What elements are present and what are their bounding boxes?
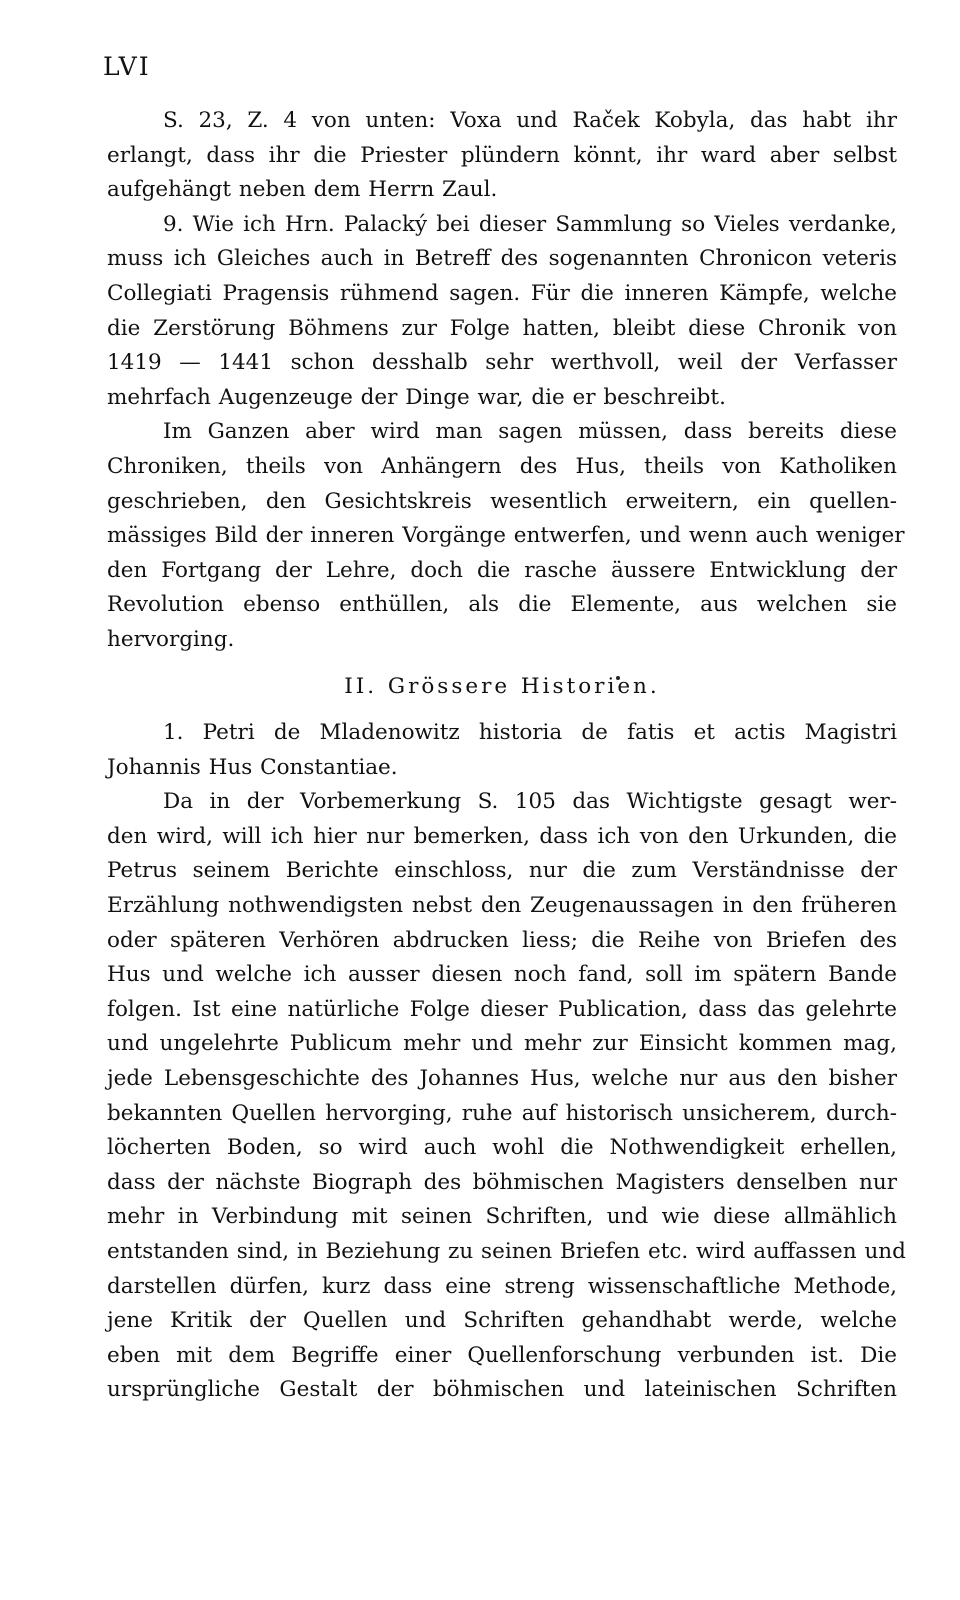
paragraph-discussion [107, 785, 906, 1408]
text-line: oder späteren Verhören abdrucken liess; die Reihe von Briefen des [107, 927, 897, 953]
text-line: erlangt, dass ihr die Priester plündern könnt, ihr ward aber selbst [107, 142, 897, 168]
text-line: 1. Petri de Mladenowitz historia de fatis et actis Magistri [163, 720, 897, 746]
text-line: entstanden sind, in Beziehung zu seinen Briefen etc. wird auffassen und [107, 1239, 906, 1264]
text-line: mehr in Verbindung mit seinen Schriften, und wie diese allmählich [107, 1204, 897, 1230]
paragraph-source-title [107, 716, 897, 785]
paragraph-summary [107, 415, 905, 657]
text-line: hervorging. [107, 626, 235, 652]
text-line: bekannten Quellen hervorging, ruhe auf historisch unsicherem, durch- [107, 1100, 897, 1126]
text-line: Erzählung nothwendigsten nebst den Zeugenaussagen in den früheren [107, 893, 897, 919]
paragraph-chronicon [107, 208, 897, 416]
text-line: Revolution ebenso enthüllen, als die Elemente, aus welchen sie [107, 592, 897, 618]
text-line: S. 23, Z. 4 von unten: Voxa und Raček Kobyla, das habt ihr [163, 108, 897, 133]
text-line: eben mit dem Begriffe einer Quellenforschung verbunden ist. Die [107, 1342, 897, 1368]
text-line: Petrus seinem Berichte einschloss, nur die zum Verständnisse der [107, 858, 897, 884]
text-line: Da in der Vorbemerkung S. 105 das Wichtigste gesagt wer- [163, 789, 897, 815]
text-line: ursprüngliche Gestalt der böhmischen und lateinischen Schriften [107, 1377, 897, 1403]
text-line: jede Lebensgeschichte des Johannes Hus, welche nur aus den bisher [107, 1066, 897, 1092]
text-line: den Fortgang der Lehre, doch die rasche äussere Entwicklung der [107, 557, 897, 583]
paragraph-footnote-citation [107, 104, 897, 208]
text-line: Im Ganzen aber wird man sagen müssen, dass bereits diese [163, 419, 897, 445]
text-line: 1419 — 1441 schon desshalb sehr werthvoll, weil der Verfasser [107, 350, 897, 376]
text-line: darstellen dürfen, kurz dass eine streng wissenschaftliche Methode, [107, 1273, 897, 1299]
text-line: geschrieben, den Gesichtskreis wesentlich erweitern, ein quellen- [107, 488, 897, 514]
text-line: und ungelehrte Publicum mehr und mehr zur Einsicht kommen mag, [107, 1031, 897, 1057]
text-line: aufgehängt neben dem Herrn Zaul. [107, 177, 498, 203]
page-number: LVI [103, 52, 151, 81]
text-line: Collegiati Pragensis rühmend sagen. Für die inneren Kämpfe, welche [107, 280, 897, 306]
text-line: mehrfach Augenzeuge der Dinge war, die er beschreibt. [107, 384, 726, 410]
text-line: den wird, will ich hier nur bemerken, dass ich von den Urkunden, die [107, 823, 897, 849]
section-heading: II. Grössere Historien. [344, 673, 660, 699]
text-line: Hus und welche ich ausser diesen noch fand, soll im spätern Bande [107, 962, 897, 988]
text-line: folgen. Ist eine natürliche Folge dieser Publication, dass das gelehrte [107, 996, 897, 1022]
text-line: löcherten Boden, so wird auch wohl die Nothwendigkeit erhellen, [107, 1135, 897, 1161]
text-line: dass der nächste Biograph des böhmischen Magisters denselben nur [107, 1169, 897, 1195]
text-line: Johannis Hus Constantiae. [107, 754, 398, 780]
text-line: 9. Wie ich Hrn. Palacký bei dieser Sammlung so Vieles verdanke, [163, 211, 897, 237]
text-line: jene Kritik der Quellen und Schriften gehandhabt werde, welche [107, 1308, 897, 1334]
text-line: muss ich Gleiches auch in Betreff des sogenannten Chronicon veteris [107, 246, 897, 272]
text-line: mässiges Bild der inneren Vorgänge entwerfen, und wenn auch weniger [107, 523, 905, 549]
text-line: die Zerstörung Böhmens zur Folge hatten, bleibt diese Chronik von [107, 315, 897, 341]
text-line: Chroniken, theils von Anhängern des Hus, theils von Katholiken [107, 453, 897, 479]
body-text [107, 104, 906, 1408]
